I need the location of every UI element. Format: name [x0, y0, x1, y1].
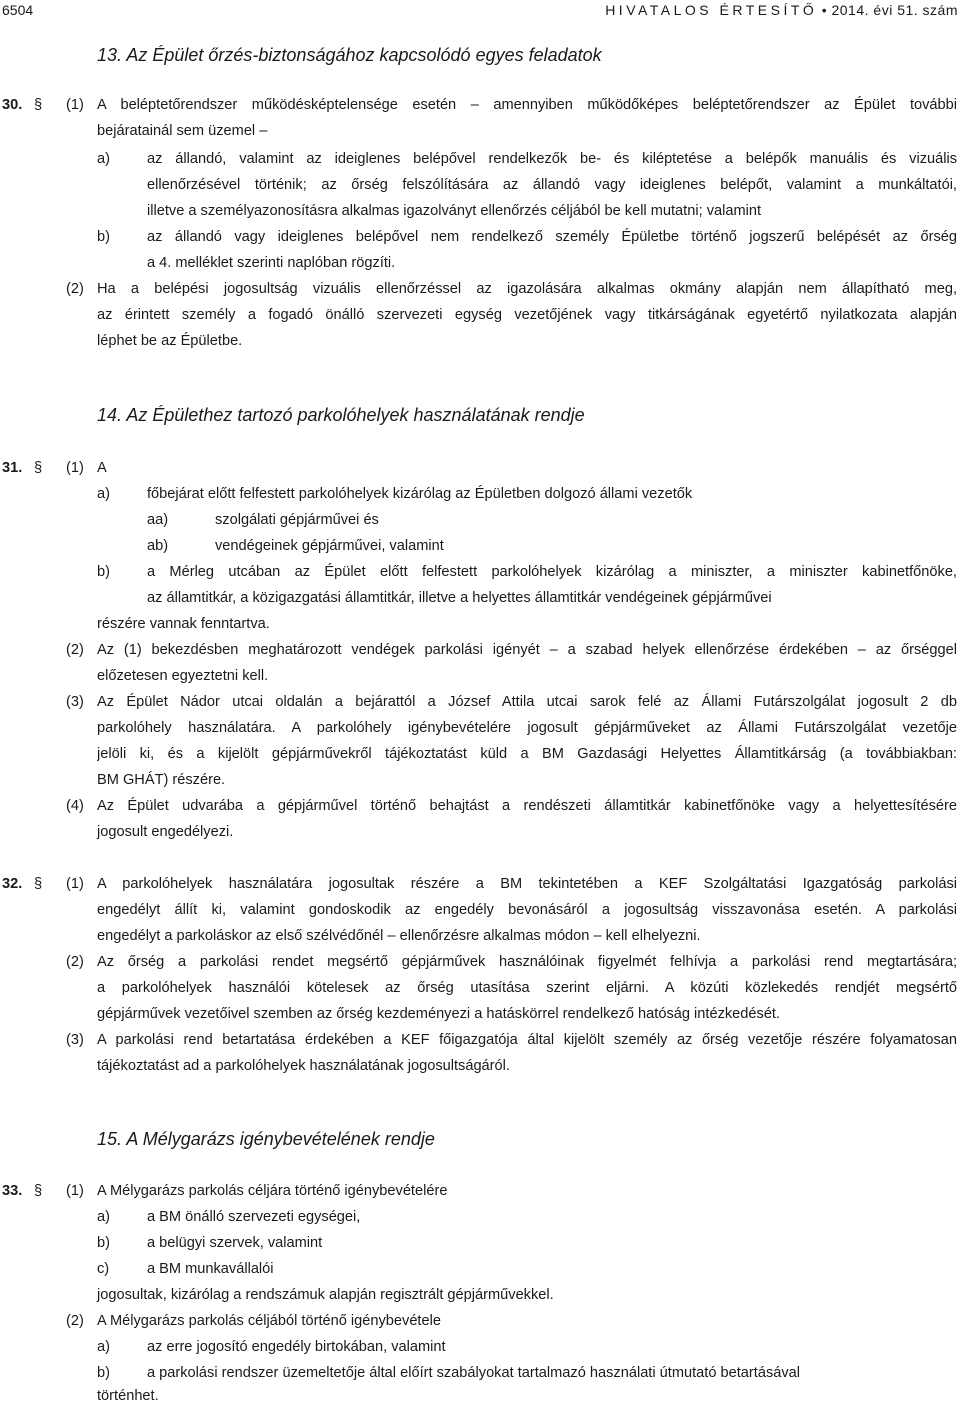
p30-a-line2: ellenőrzésével történik; az őrség felszólítására az állandó vagy ideiglenes belépőt, valamint a munkáltatói,	[147, 177, 957, 193]
p31-par3-line4: BM GHÁT) részére.	[97, 772, 226, 788]
p31-par1-tail: részére vannak fenntartva.	[97, 616, 270, 632]
p32-par2-line3: gépjárművek vezetőivel szemben az őrség kezdeményezi a hatáskörrel rendelkező hatóság intézkedését.	[97, 1006, 781, 1022]
para-30-number: 30.	[2, 97, 23, 113]
p31-par3-line1: Az Épület Nádor utcai oldalán a bejárattól a József Attila utcai sarok felé az Állami Futárszolgálat jogosult 2 db	[97, 694, 957, 710]
p33-par1-tail: jogosultak, kizárólag a rendszámuk alapján regisztrált gépjárművekkel.	[97, 1287, 554, 1303]
p31-a-label: a)	[97, 486, 110, 502]
p30-b-line2: a 4. melléklet szerinti naplóban rögzíti.	[147, 255, 396, 271]
p31-aa-label: aa)	[147, 512, 169, 528]
p33-c-line1: a BM munkavállalói	[147, 1261, 274, 1277]
p31-b-line1: a Mérleg utcában az Épület előtt felfestett parkolóhelyek kizárólag a miniszter, a miniszter kabinetfőnöke,	[147, 564, 957, 580]
p30-par1-line2: bejáratainál sem üzemel –	[97, 123, 268, 139]
p32-par3-line1: A parkolási rend betartatása érdekében a KEF főigazgatója által kijelölt személy az őrség vezetője részére folyamatosan	[97, 1032, 957, 1048]
p30-a-label: a)	[97, 151, 110, 167]
p32-par3-label: (3)	[66, 1032, 84, 1048]
p31-b-line2: az államtitkár, a közigazgatási államtitkár, illetve a helyettes államtitkár vendégeinek gépjárművei	[147, 590, 772, 606]
p31-par3-line3: jelöli ki, és a kijelölt gépjárművekről tájékoztatást küld a BM Gazdasági Helyettes Államtitkárság (a továbbiakban:	[97, 746, 957, 762]
p32-par1-line3: engedélyt a parkoláskor az első szélvédőnél – ellenőrzésre alkalmas módon – kell elhelyezni.	[97, 928, 701, 944]
p33-a2-label: a)	[97, 1339, 110, 1355]
p30-par1-line1: A beléptetőrendszer működésképtelensége esetén – amennyiben működőképes beléptetőrendszer az Épület további	[97, 97, 957, 113]
p30-a-line3: illetve a személyazonosításra alkalmas igazolványt ellenőrzés céljából be kell mutatni; valamint	[147, 203, 762, 219]
p31-par2-label: (2)	[66, 642, 84, 658]
p30-par2-line1: Ha a belépési jogosultság vizuális ellenőrzéssel az igazolására alkalmas okmány alapján nem állapítható meg,	[97, 281, 957, 297]
p33-par2-label: (2)	[66, 1313, 84, 1329]
page-number: 6504	[2, 2, 34, 18]
p31-ab-line1: vendégeinek gépjárművei, valamint	[215, 538, 444, 554]
p33-b2-label: b)	[97, 1365, 110, 1381]
p31-aa-line1: szolgálati gépjárművei és	[215, 512, 379, 528]
p30-par2-label: (2)	[66, 281, 84, 297]
header-bullet: •	[821, 2, 828, 18]
p33-par1-label: (1)	[66, 1183, 84, 1199]
p33-b-line1: a belügyi szervek, valamint	[147, 1235, 323, 1251]
p33-par2-line1: A Mélygarázs parkolás céljából történő igénybevétele	[97, 1313, 441, 1329]
p33-b2-line1: a parkolási rendszer üzemeltetője által előírt szabályokat tartalmazó használati útmutató betartásával	[147, 1365, 801, 1381]
p32-par2-line1: Az őrség a parkolási rendet megsértő gépjárművek használóinak figyelmét felhívja a parkolási rend megtartására;	[97, 954, 957, 970]
p31-par2-line1: Az (1) bekezdésben meghatározott vendégek parkolási igényét – a szabad helyek ellenőrzése érdekében – az őrséggel	[97, 642, 957, 658]
p31-par4-label: (4)	[66, 798, 84, 814]
section-sign: §	[34, 460, 43, 476]
para-33-number: 33.	[2, 1183, 23, 1199]
issue-number: 2014. évi 51. szám	[831, 2, 958, 18]
p33-a-label: a)	[97, 1209, 110, 1225]
p30-a-line1: az állandó, valamint az ideiglenes belépővel rendelkezők be- és kiléptetése a belépők manuális és vizuális	[147, 151, 957, 167]
section-15-title: 15. A Mélygarázs igénybevételének rendje	[97, 1129, 435, 1149]
p31-par1-line1: A	[97, 460, 107, 476]
para-31-number: 31.	[2, 460, 23, 476]
p33-c-label: c)	[97, 1261, 110, 1277]
p30-b-label: b)	[97, 229, 110, 245]
p31-par1-label: (1)	[66, 460, 84, 476]
p32-par1-label: (1)	[66, 876, 84, 892]
section-14-title: 14. Az Épülethez tartozó parkolóhelyek használatának rendje	[97, 405, 585, 425]
p33-par1-line1: A Mélygarázs parkolás céljára történő igénybevételére	[97, 1183, 448, 1199]
section-sign: §	[34, 1183, 43, 1199]
section-sign: §	[34, 97, 43, 113]
p32-par2-line2: a parkolóhelyek használói kötelesek az őrség utasítása szerint eljárni. A közúti közlekedés rendjét megsértő	[97, 980, 957, 996]
p31-par3-line2: parkolóhely használatára. A parkolóhely igénybevételére jogosult gépjárműveket az Állami Futárszolgálat vezetője	[97, 720, 957, 736]
p33-a2-line1: az erre jogosító engedély birtokában, valamint	[147, 1339, 446, 1355]
p31-ab-label: ab)	[147, 538, 169, 554]
p30-b-line1: az állandó vagy ideiglenes belépővel nem rendelkező személy Épületbe történő jogszerű belépését az őrség	[147, 229, 957, 245]
p32-par3-line2: tájékoztatást ad a parkolóhelyek használatának jogosultságáról.	[97, 1058, 510, 1074]
section-13-title: 13. Az Épület őrzés-biztonságához kapcsolódó egyes feladatok	[97, 45, 602, 65]
p30-par1-label: (1)	[66, 97, 84, 113]
p32-par1-line2: engedélyt állít ki, valamint gondoskodik az engedély bevonásáról a jogosultság visszavonása esetén. A parkolási	[97, 902, 957, 918]
p31-par2-line2: előzetesen egyeztetni kell.	[97, 668, 269, 684]
section-sign: §	[34, 876, 43, 892]
p32-par1-line1: A parkolóhelyek használatára jogosultak részére a BM tekintetében a KEF Szolgáltatási Igazgatóság parkolási	[97, 876, 957, 892]
p32-par2-label: (2)	[66, 954, 84, 970]
p33-par2-tail: történhet.	[97, 1388, 159, 1404]
running-header	[605, 0, 958, 20]
p31-par3-label: (3)	[66, 694, 84, 710]
p31-b-label: b)	[97, 564, 110, 580]
p31-par4-line2: jogosult engedélyezi.	[97, 824, 234, 840]
p33-a-line1: a BM önálló szervezeti egységei,	[147, 1209, 361, 1225]
p33-b-label: b)	[97, 1235, 110, 1251]
p30-par2-line2: az érintett személy a fogadó önálló szervezeti egység vezetőjének vagy titkárságának egyetértő nyilatkozata alapján	[97, 307, 957, 323]
p31-par4-line1: Az Épület udvarába a gépjárművel történő behajtást a rendészeti államtitkár kabinetfőnöke vagy a helyettesítésére	[97, 798, 957, 814]
p31-a-line1: főbejárat előtt felfestett parkolóhelyek kizárólag az Épületben dolgozó állami vezetők	[147, 486, 693, 502]
journal-name: HIVATALOS ÉRTESÍTŐ	[605, 2, 818, 18]
para-32-number: 32.	[2, 876, 23, 892]
p30-par2-line3: léphet be az Épületbe.	[97, 333, 243, 349]
